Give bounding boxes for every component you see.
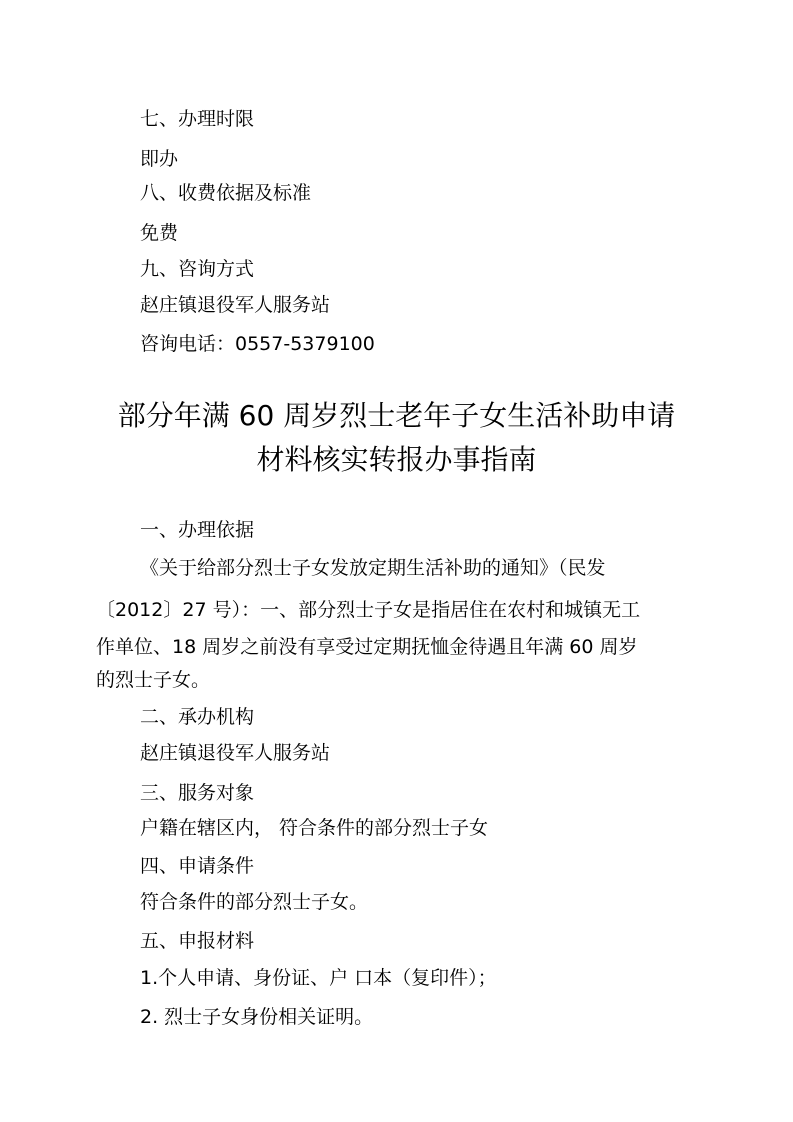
section-2-heading: 二、承办机构: [140, 706, 255, 728]
section-9-phone: 咨询电话：0557-5379100: [140, 333, 375, 355]
section-7-text: 即办: [140, 148, 179, 170]
section-2-text: 赵庄镇退役军人服务站: [140, 742, 331, 764]
section-1-heading: 一、办理依据: [140, 519, 255, 541]
section-3-text: 户籍在辖区内， 符合条件的部分烈士子女: [140, 817, 489, 839]
guide-title-line-1: 部分年满 60 周岁烈士老年子女生活补助申请: [117, 399, 676, 432]
section-5-heading: 五、申报材料: [140, 930, 255, 952]
section-8-heading: 八、收费依据及标准: [140, 182, 312, 204]
section-1-para-line-4: 的烈士子女。: [96, 669, 211, 691]
section-7-heading: 七、办理时限: [140, 108, 255, 130]
section-9-heading: 九、咨询方式: [140, 258, 255, 280]
section-5-item-1: 1.个人申请、身份证、户 口本（复印件）；: [140, 967, 497, 989]
section-4-heading: 四、申请条件: [140, 855, 255, 877]
section-9-org: 赵庄镇退役军人服务站: [140, 294, 331, 316]
section-1-para-line-3: 作单位、18 周岁之前没有享受过定期抚恤金待遇且年满 60 周岁: [96, 636, 638, 658]
section-4-text: 符合条件的部分烈士子女。: [140, 891, 369, 913]
section-5-item-2: 2. 烈士子女身份相关证明。: [140, 1006, 374, 1028]
guide-title-line-2: 材料核实转报办事指南: [256, 443, 537, 476]
section-1-para-line-2: 〔2012〕27 号）：一、部分烈士子女是指居住在农村和城镇无工: [96, 599, 641, 621]
section-3-heading: 三、服务对象: [140, 782, 255, 804]
section-8-text: 免费: [140, 222, 179, 244]
section-1-para-line-1: 《关于给部分烈士子女发放定期生活补助的通知》（民发: [140, 557, 606, 579]
